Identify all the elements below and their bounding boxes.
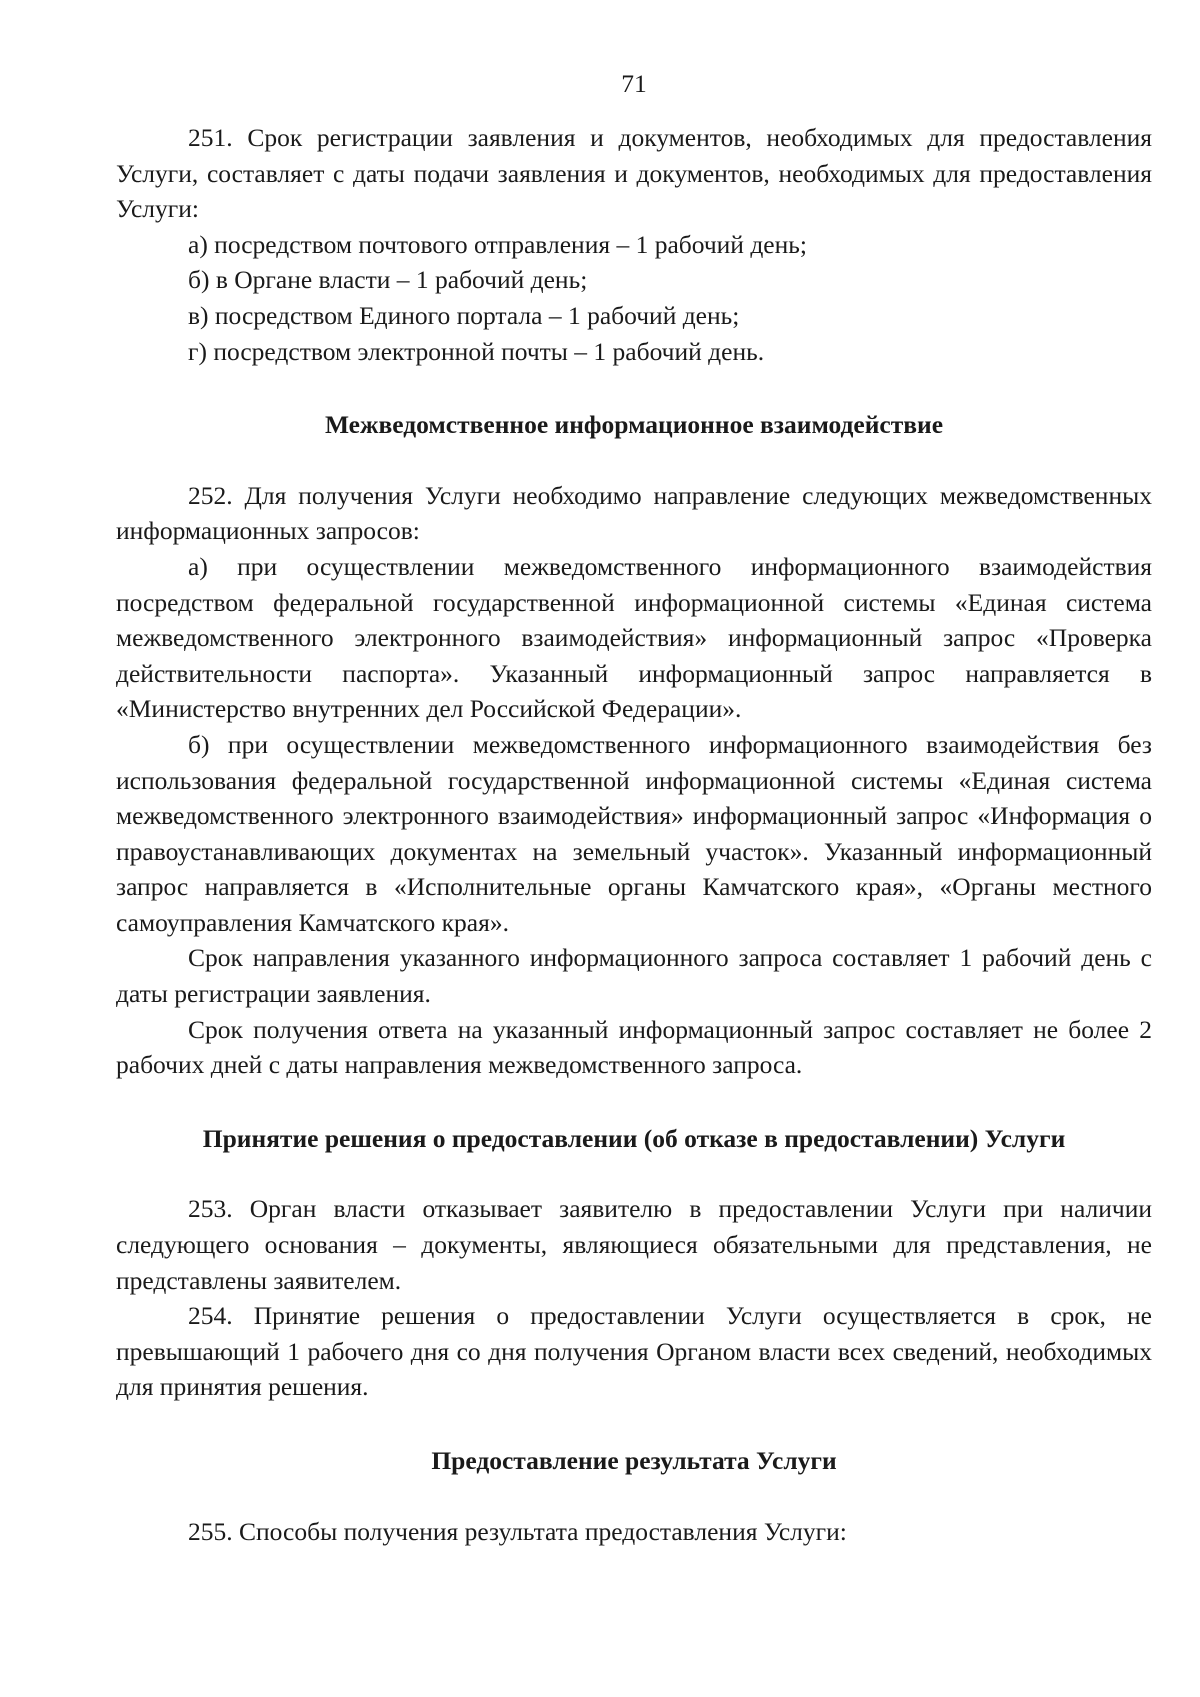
paragraph-251-intro: 251. Срок регистрации заявления и документов, необходимых для предоставления Услуги, составляет с даты подачи заявления и документов, необходимых для предоставления Услуги: [116,123,1152,224]
paragraph-252-term-send: Срок направления указанного информационного запроса составляет 1 рабочий день с даты регистрации заявления. [116,943,1152,1009]
page-number: 71 [621,69,647,98]
paragraph-253: 253. Орган власти отказывает заявителю в предоставлении Услуги при наличии следующего основания – документы, являющиеся обязательными для представления, не представлены заявителем. [116,1194,1152,1295]
paragraph-252-item-b: б) при осуществлении межведомственного информационного взаимодействия без использования федеральной государственной информационной системы «Единая система межведомственного электронного взаимодействия» информационный запрос «Информация о правоустанавливающих документах на земельный участок». Указанный информационный запрос направляется в «Исполнительные органы Камчатского края», «Органы местного самоуправления Камчатского края». [116,729,1152,937]
section-heading-decision: Принятие решения о предоставлении (об отказе в предоставлении) Услуги [202,1123,1066,1153]
paragraph-251-item-b: б) в Органе власти – 1 рабочий день; [188,265,588,295]
paragraph-251-item-d: г) посредством электронной почты – 1 рабочий день. [188,336,765,366]
section-heading-result: Предоставление результата Услуги [431,1446,837,1475]
paragraph-255: 255. Способы получения результата предоставления Услуги: [188,1516,847,1546]
document-page [116,66,1152,1549]
paragraph-251-item-a: а) посредством почтового отправления – 1 рабочий день; [188,229,807,259]
paragraph-252-term-receive: Срок получения ответа на указанный информационный запрос составляет не более 2 рабочих дней с даты направления межведомственного запроса. [116,1014,1152,1080]
paragraph-252-item-a: а) при осуществлении межведомственного информационного взаимодействия посредством федеральной государственной информационной системы «Единая система межведомственного электронного взаимодействия» информационный запрос «Проверка действительности паспорта». Указанный информационный запрос направляется в «Министерство внутренних дел Российской Федерации». [116,551,1152,724]
paragraph-251-item-c: в) посредством Единого портала – 1 рабочий день; [188,300,740,330]
section-heading-interaction: Межведомственное информационное взаимодействие [324,410,944,440]
paragraph-252-intro: 252. Для получения Услуги необходимо направление следующих межведомственных информационных запросов: [116,480,1152,546]
paragraph-254: 254. Принятие решения о предоставлении Услуги осуществляется в срок, не превышающий 1 рабочего дня со дня получения Органом власти всех сведений, необходимых для принятия решения. [116,1301,1152,1402]
